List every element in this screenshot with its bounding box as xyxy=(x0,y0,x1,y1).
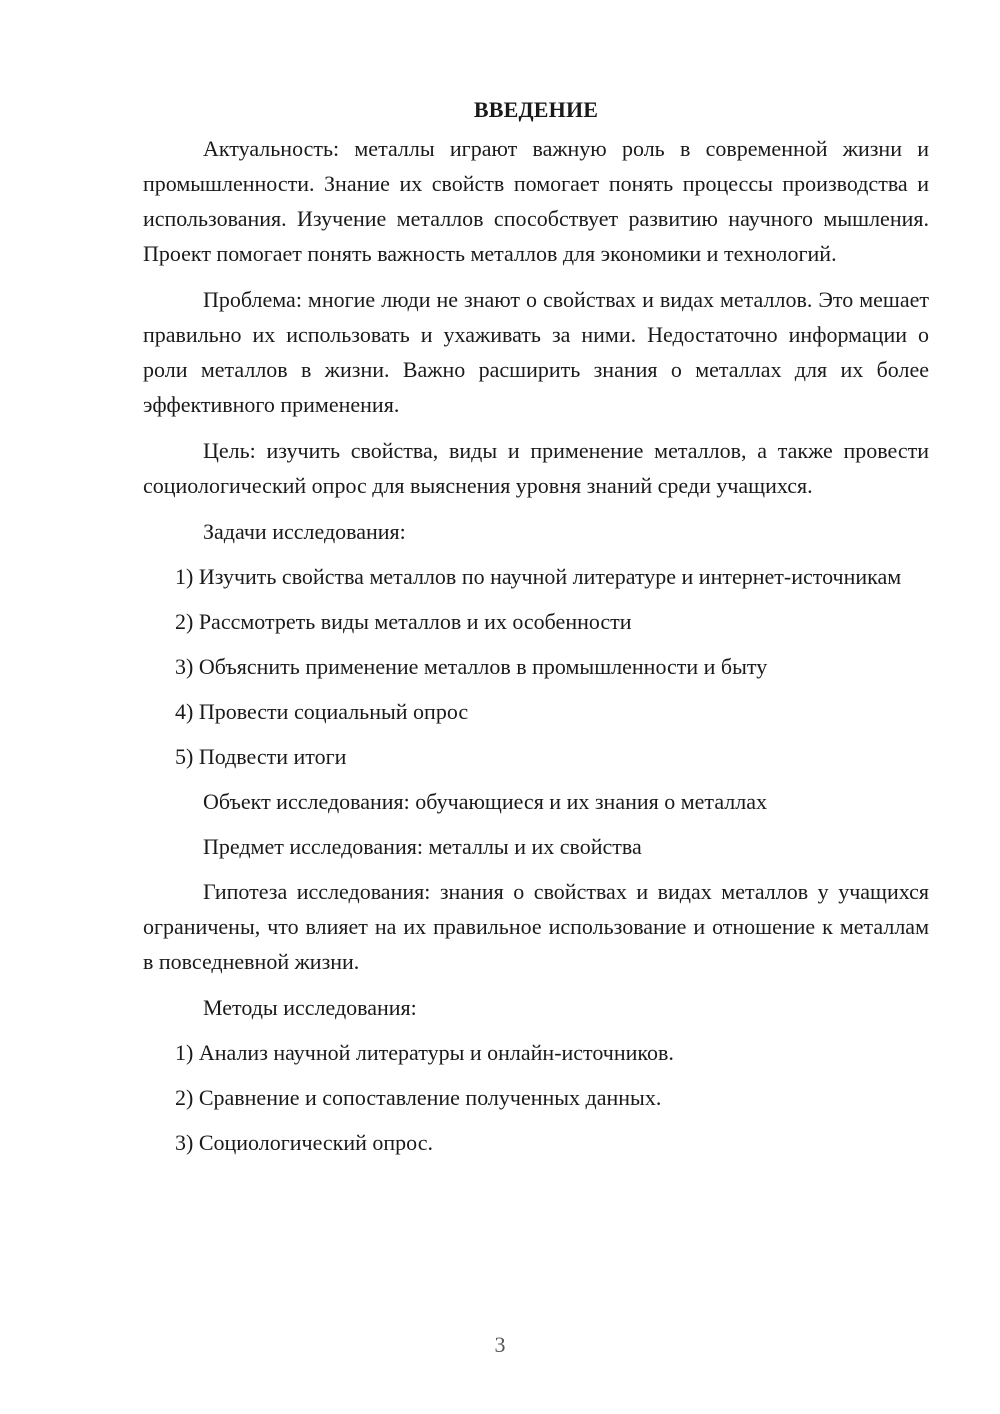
page-title: ВВЕДЕНИЕ xyxy=(473,97,599,122)
method-item: 2) Сравнение и сопоставление полученных данных. xyxy=(175,1085,662,1110)
page-number: 3 xyxy=(494,1332,506,1357)
hypothesis-paragraph: Гипотеза исследования: знания о свойствах и видах металлов у учащихся ограничены, что влияет на их правильное использование и отношение к металлам в повседневной жизни. xyxy=(143,879,929,974)
method-item: 3) Социологический опрос. xyxy=(175,1130,433,1155)
tasks-title: Задачи исследования: xyxy=(203,519,406,544)
problem-paragraph: Проблема: многие люди не знают о свойствах и видах металлов. Это мешает правильно их использовать и ухаживать за ними. Недостаточно информации о роли металлов в жизни. Важно расширить знания о металлах для их более эффективного применения. xyxy=(143,287,929,417)
task-item: 5) Подвести итоги xyxy=(175,744,347,769)
goal-paragraph: Цель: изучить свойства, виды и применение металлов, а также провести социологический опрос для выяснения уровня знаний среди учащихся. xyxy=(143,438,929,498)
task-item: 2) Рассмотреть виды металлов и их особенности xyxy=(175,609,632,634)
relevance-paragraph: Актуальность: металлы играют важную роль в современной жизни и промышленности. Знание их свойств помогает понять процессы производства и использования. Изучение металлов способствует развитию научного мышления. Проект помогает понять важность металлов для экономики и технологий. xyxy=(143,136,929,266)
method-item: 1) Анализ научной литературы и онлайн-источников. xyxy=(175,1040,674,1065)
research-subject: Предмет исследования: металлы и их свойства xyxy=(203,834,642,859)
methods-title: Методы исследования: xyxy=(203,995,417,1020)
task-item: 1) Изучить свойства металлов по научной литературе и интернет-источникам xyxy=(175,564,902,589)
research-object: Объект исследования: обучающиеся и их знания о металлах xyxy=(203,789,767,814)
task-item: 3) Объяснить применение металлов в промышленности и быту xyxy=(175,654,768,679)
task-item: 4) Провести социальный опрос xyxy=(175,699,469,724)
document-page xyxy=(143,92,929,1170)
